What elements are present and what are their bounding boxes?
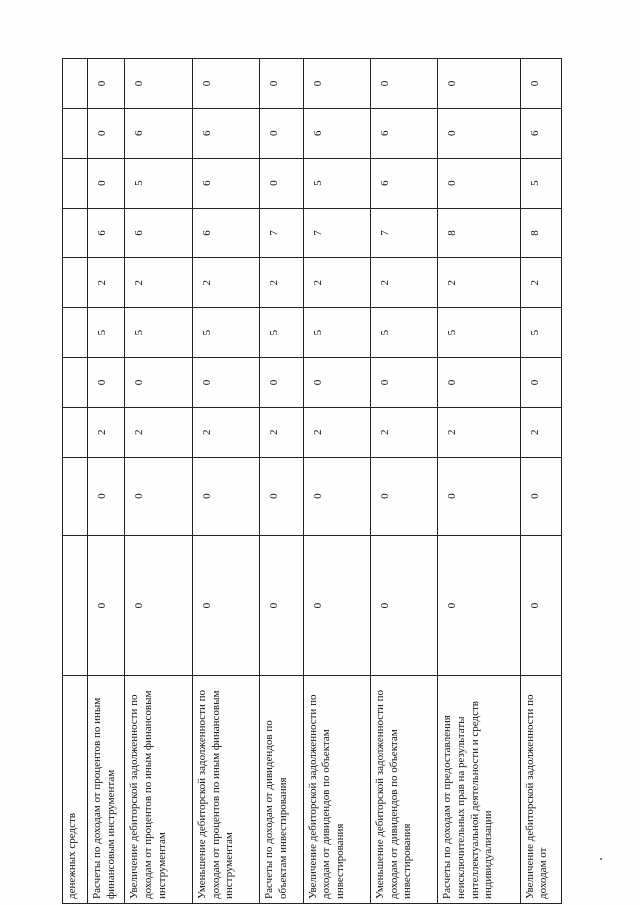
table-row <box>125 59 192 904</box>
value-cell: 0 <box>370 535 437 676</box>
value-cell: 0 <box>303 535 370 676</box>
value-cell: 0 <box>303 457 370 535</box>
table-row <box>370 59 437 904</box>
value-cell: 2 <box>438 407 521 457</box>
value-cell: 2 <box>192 258 259 308</box>
value-cell: 0 <box>370 457 437 535</box>
value-cell: 8 <box>520 208 561 258</box>
value-cell: 0 <box>87 59 124 109</box>
value-cell: 6 <box>520 108 561 158</box>
value-cell: 2 <box>260 407 303 457</box>
row-label-cell: Уменьшение дебиторской задолженности по доходам от процентов по иным финансовым инструментам <box>192 676 259 904</box>
value-cell: 5 <box>125 158 192 208</box>
value-cell: 2 <box>87 258 124 308</box>
value-cell: 0 <box>438 535 521 676</box>
value-cell: 0 <box>192 59 259 109</box>
header-cell: денежных средств <box>63 676 88 904</box>
row-label-cell: Расчеты по доходам от предоставления неисключительных прав на результаты интеллектуальной деятельности и средств индивидуализации <box>438 676 521 904</box>
value-cell: 0 <box>260 358 303 408</box>
value-cell: 0 <box>520 358 561 408</box>
value-cell: 2 <box>520 258 561 308</box>
value-cell: 6 <box>370 108 437 158</box>
value-cell: 2 <box>303 407 370 457</box>
value-cell: 2 <box>370 407 437 457</box>
value-cell: 0 <box>520 59 561 109</box>
value-cell: 0 <box>192 358 259 408</box>
value-cell: 2 <box>370 258 437 308</box>
table-row <box>192 59 259 904</box>
value-cell: 7 <box>260 208 303 258</box>
value-cell: 0 <box>87 457 124 535</box>
value-cell: 6 <box>87 208 124 258</box>
value-cell: 0 <box>438 158 521 208</box>
value-cell: 0 <box>87 158 124 208</box>
value-cell: 0 <box>260 457 303 535</box>
value-cell: 5 <box>520 158 561 208</box>
header-empty-cell <box>63 308 88 358</box>
header-empty-cell <box>63 407 88 457</box>
value-cell: 2 <box>520 407 561 457</box>
value-cell: 0 <box>260 158 303 208</box>
value-cell: 0 <box>125 457 192 535</box>
rotated-table-container <box>62 58 562 904</box>
row-label-cell: Увеличение дебиторской задолженности по доходам от процентов по иным финансовым инструментам <box>125 676 192 904</box>
value-cell: 0 <box>125 358 192 408</box>
value-cell: 0 <box>260 59 303 109</box>
row-label-cell: Уменьшение дебиторской задолженности по доходам от дивидендов по объектам инвестирования <box>370 676 437 904</box>
row-label-cell: Расчеты по доходам от процентов по иным финансовым инструментам <box>87 676 124 904</box>
value-cell: 6 <box>192 108 259 158</box>
table-row <box>520 59 561 904</box>
value-cell: 7 <box>303 208 370 258</box>
header-empty-cell <box>63 358 88 408</box>
value-cell: 0 <box>438 59 521 109</box>
header-empty-cell <box>63 158 88 208</box>
value-cell: 0 <box>438 358 521 408</box>
value-cell: 5 <box>370 308 437 358</box>
header-empty-cell <box>63 108 88 158</box>
value-cell: 5 <box>260 308 303 358</box>
value-cell: 2 <box>125 258 192 308</box>
value-cell: 2 <box>438 258 521 308</box>
value-cell: 0 <box>303 358 370 408</box>
value-cell: 0 <box>520 535 561 676</box>
value-cell: 0 <box>370 59 437 109</box>
scan-speck <box>600 858 602 860</box>
table-header-row <box>63 59 88 904</box>
value-cell: 6 <box>125 208 192 258</box>
value-cell: 0 <box>260 108 303 158</box>
value-cell: 2 <box>303 258 370 308</box>
value-cell: 0 <box>520 457 561 535</box>
value-cell: 6 <box>125 108 192 158</box>
value-cell: 5 <box>438 308 521 358</box>
table-row <box>87 59 124 904</box>
value-cell: 6 <box>192 208 259 258</box>
accounts-table <box>62 58 562 904</box>
table-row <box>438 59 521 904</box>
value-cell: 0 <box>87 535 124 676</box>
value-cell: 6 <box>370 158 437 208</box>
value-cell: 0 <box>303 59 370 109</box>
value-cell: 0 <box>438 457 521 535</box>
header-empty-cell <box>63 258 88 308</box>
value-cell: 0 <box>125 59 192 109</box>
value-cell: 5 <box>87 308 124 358</box>
value-cell: 6 <box>303 108 370 158</box>
value-cell: 0 <box>370 358 437 408</box>
value-cell: 5 <box>125 308 192 358</box>
value-cell: 2 <box>87 407 124 457</box>
header-empty-cell <box>63 59 88 109</box>
row-label-cell: Увеличение дебиторской задолженности по доходам от <box>520 676 561 904</box>
value-cell: 0 <box>125 535 192 676</box>
value-cell: 5 <box>520 308 561 358</box>
value-cell: 0 <box>87 108 124 158</box>
value-cell: 8 <box>438 208 521 258</box>
value-cell: 0 <box>192 457 259 535</box>
row-label-cell: Увеличение дебиторской задолженности по доходам от дивидендов по объектам инвестирования <box>303 676 370 904</box>
header-empty-cell <box>63 457 88 535</box>
value-cell: 0 <box>192 535 259 676</box>
table-row <box>260 59 303 904</box>
row-label-cell: Расчеты по доходам от дивидендов по объектам инвестирования <box>260 676 303 904</box>
value-cell: 6 <box>192 158 259 208</box>
value-cell: 0 <box>438 108 521 158</box>
header-empty-cell <box>63 208 88 258</box>
value-cell: 2 <box>125 407 192 457</box>
value-cell: 5 <box>303 308 370 358</box>
value-cell: 5 <box>192 308 259 358</box>
value-cell: 2 <box>260 258 303 308</box>
value-cell: 7 <box>370 208 437 258</box>
header-empty-cell <box>63 535 88 676</box>
value-cell: 0 <box>260 535 303 676</box>
table-row <box>303 59 370 904</box>
value-cell: 2 <box>192 407 259 457</box>
value-cell: 0 <box>87 358 124 408</box>
value-cell: 5 <box>303 158 370 208</box>
